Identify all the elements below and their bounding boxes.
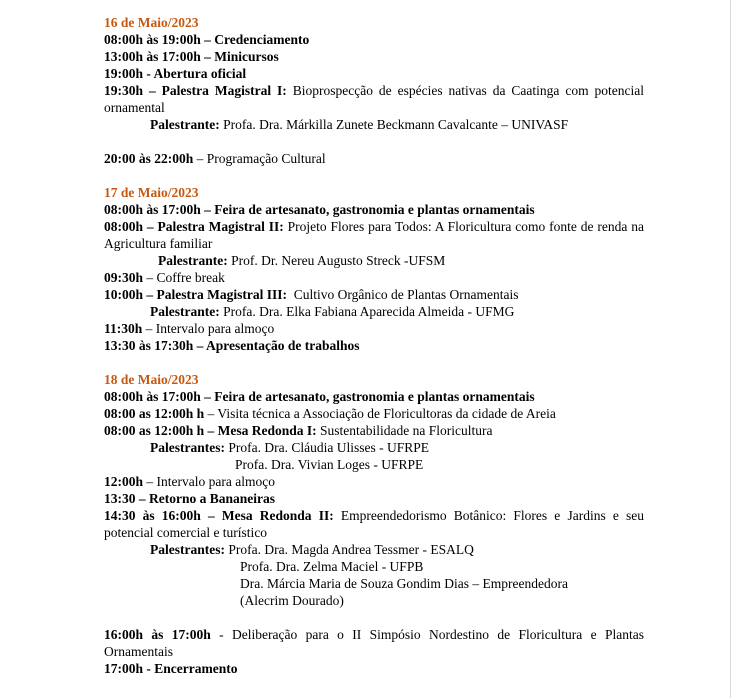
day2-item6: [104, 337, 644, 354]
day3-item8-title: Encerramento: [154, 661, 238, 676]
day3-item1: [104, 388, 644, 405]
day3-item8: [104, 660, 644, 677]
day3-item1-title: Feira de artesanato, gastronomia e plantas ornamentais: [214, 389, 535, 404]
day3-item2-time: 08:00 as 12:00h h: [104, 406, 205, 421]
event-schedule: [104, 14, 644, 677]
day3-speakers2: [104, 541, 644, 558]
day3-item5: [104, 490, 644, 507]
day3-date: 18 de Maio/2023: [104, 372, 199, 387]
day2-item3: [104, 269, 644, 286]
day1-item3: [104, 65, 644, 82]
day2-item3-time: 09:30h: [104, 270, 144, 285]
day3-item7: [104, 626, 644, 660]
day2-item4: [104, 286, 644, 303]
day3-item7-desc: - Deliberação para o II Simpósio Nordestino de Floricultura e Plantas Ornamentais: [104, 627, 644, 659]
day3-item6-desc: Empreendedorismo Botânico: Flores e Jardins e seu potencial comercial e turístico: [104, 508, 644, 540]
day3-speakers2-name1: Profa. Dra. Magda Andrea Tessmer - ESALQ: [224, 542, 474, 557]
day1-item4-title: Palestra Magistral I:: [161, 83, 287, 98]
day1-item2-time: 13:00h às 17:00h –: [104, 49, 215, 64]
day1-speaker-label: Palestrante:: [150, 117, 220, 132]
day2-speaker2-label: Palestrante:: [150, 304, 220, 319]
day1-date: 16 de Maio/2023: [104, 15, 199, 30]
day2-item1: [104, 201, 644, 218]
day1-cultural-time: 20:00 às 22:00h: [104, 151, 194, 166]
day1-item3-title: Abertura oficial: [153, 66, 247, 81]
day1-cultural-desc: – Programação Cultural: [193, 151, 326, 166]
day1-speaker-name: Profa. Dra. Márkilla Zunete Beckmann Cavalcante – UNIVASF: [219, 117, 569, 132]
day1-item2: [104, 48, 644, 65]
day2-item4-desc: Cultivo Orgânico de Plantas Ornamentais: [287, 287, 519, 302]
day3-item5-title: Retorno a Bananeiras: [149, 491, 275, 506]
day3-item3-time: 08:00 as 12:00h h –: [104, 423, 218, 438]
day2-speaker1: [104, 252, 644, 269]
day2-item1-title: Feira de artesanato, gastronomia e plantas ornamentais: [214, 202, 535, 217]
day3-speakers2-name2: Profa. Dra. Zelma Maciel - UFPB: [240, 559, 424, 574]
day3-item4: [104, 473, 644, 490]
day1-item4-time: 19:30h –: [104, 83, 162, 98]
day2-speaker1-label: Palestrante:: [158, 253, 228, 268]
day1-speaker: [104, 116, 644, 133]
day1-item1-time: 08:00h às 19:00h –: [104, 32, 215, 47]
day3-speakers1: [104, 439, 644, 456]
day3-item2-desc: – Visita técnica a Associação de Floricultoras da cidade de Areia: [204, 406, 556, 421]
day3-item4-time: 12:00h: [104, 474, 144, 489]
day2-item2-title: Palestra Magistral II:: [157, 219, 284, 234]
day3-item3-title: Mesa Redonda I:: [217, 423, 317, 438]
day1-item3-time: 19:00h -: [104, 66, 154, 81]
day2-item2: [104, 218, 644, 252]
day3-speakers2-name3: Dra. Márcia Maria de Souza Gondim Dias – Empreendedora: [240, 576, 569, 591]
day2-speaker1-name: Prof. Dr. Nereu Augusto Streck -UFSM: [227, 253, 446, 268]
day2-item6-time: 13:30 às 17:30h –: [104, 338, 207, 353]
day3-item8-time: 17:00h -: [104, 661, 155, 676]
day2-item6-title: Apresentação de trabalhos: [206, 338, 360, 353]
day2-item2-desc: Projeto Flores para Todos: A Floricultura como fonte de renda na Agricultura familiar: [104, 219, 645, 251]
day3-item6: [104, 507, 644, 541]
day2-item1-time: 08:00h às 17:00h –: [104, 202, 215, 217]
day1-item1: [104, 31, 644, 48]
day2-item2-time: 08:00h –: [104, 219, 158, 234]
day3-item5-time: 13:30 –: [104, 491, 149, 506]
day1-item1-title: Credenciamento: [214, 32, 310, 47]
day3-speakers1-name1: Profa. Dra. Cláudia Ulisses - UFRPE: [224, 440, 429, 455]
day2-item5-time: 11:30h: [104, 321, 143, 336]
day3-speakers1-name2: Profa. Dra. Vivian Loges - UFRPE: [235, 457, 424, 472]
day2-item5-desc: – Intervalo para almoço: [142, 321, 275, 336]
day2-item5: [104, 320, 644, 337]
day3-item6-title: Mesa Redonda II:: [221, 508, 334, 523]
day3-item6-time: 14:30 às 16:00h –: [104, 508, 222, 523]
day2-date: 17 de Maio/2023: [104, 185, 199, 200]
day3-item7-time: 16:00h às 17:00h: [104, 627, 211, 642]
day2-item3-desc: – Coffre break: [143, 270, 225, 285]
day2-speaker2-name: Profa. Dra. Elka Fabiana Aparecida Almeida - UFMG: [219, 304, 515, 319]
day3-item3-desc: Sustentabilidade na Floricultura: [316, 423, 493, 438]
day1-cultural: [104, 150, 644, 167]
day3-item3: [104, 422, 644, 439]
day1-item4: [104, 82, 644, 116]
day3-item2: [104, 405, 644, 422]
day2-speaker2: [104, 303, 644, 320]
day2-item4-time: 10:00h –: [104, 287, 157, 302]
day3-item1-time: 08:00h às 17:00h –: [104, 389, 215, 404]
day3-speakers2-label: Palestrantes:: [150, 542, 225, 557]
day3-item4-desc: – Intervalo para almoço: [143, 474, 275, 489]
day3-speakers1-label: Palestrantes:: [150, 440, 225, 455]
page-edge: [730, 0, 731, 698]
day3-speakers2-name4: (Alecrim Dourado): [240, 593, 344, 608]
day2-item4-title: Palestra Magistral III:: [156, 287, 287, 302]
day1-item4-desc: Bioprospecção de espécies nativas da Caatinga com potencial ornamental: [104, 83, 644, 115]
day1-item2-title: Minicursos: [214, 49, 279, 64]
